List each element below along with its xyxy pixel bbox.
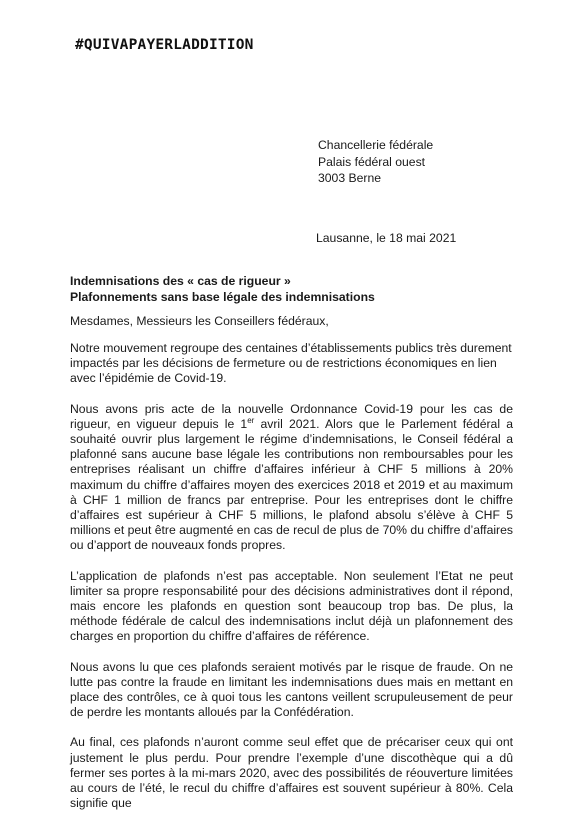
letter-subject <box>70 273 375 305</box>
ordinal-superscript: er <box>247 415 255 425</box>
salutation: Mesdames, Messieurs les Conseillers fédéraux, <box>70 314 329 328</box>
subject-line: Plafonnements sans base légale des indemnisations <box>70 290 375 304</box>
recipient-line: Chancellerie fédérale <box>318 138 434 152</box>
body-paragraph: Au final, ces plafonds n’auront comme seul effet que de précariser ceux qui ont justement le plus perdu. Pour prendre l’exemple d’une discothèque qui a dû fermer ses portes à la mi-mars 2020, avec des possibilités de réouverture limitées au cours de l’été, le recul du chiffre d’affaires est souvent supérieur à 80%. Cela signifie que <box>70 735 513 811</box>
recipient-line: 3003 Berne <box>318 171 382 185</box>
recipient-line: Palais fédéral ouest <box>318 154 426 169</box>
paragraph-text: avril 2021. Alors que le Parlement fédéral a souhaité ouvrir plus largement le régime d’indemnisations, le Conseil fédéral a plafonné sans aucune base légale les contributions non remboursables pour les entreprises réalisant un chiffre d’affaires inférieur à CHF 5 millions à 20% maximum du chiffre d’affaires moyen des exercices 2018 et 2019 et au maximum à CHF 1 million de francs par entreprise. Pour les entreprises dont le chiffre d’affaires est supérieur à CHF 5 millions, le plafond absolu s’élève à CHF 5 millions et peut être augmenté en cas de recul de plus de 70% du chiffre d’affaires ou d’apport de nouveaux fonds propres. <box>70 416 513 553</box>
campaign-hashtag: #QUIVAPAYERLADDITION <box>75 37 254 53</box>
recipient-address <box>318 137 433 187</box>
body-paragraph: Nous avons lu que ces plafonds seraient motivés par le risque de fraude. On ne lutte pas contre la fraude en limitant les indemnisations dues mais en mettant en place des contrôles, ce à quoi tous les cantons veillent scrupuleusement de peur de perdre les montants alloués par la Confédération. <box>70 659 513 720</box>
body-paragraph <box>70 402 513 554</box>
letter-body <box>70 341 513 826</box>
subject-line: Indemnisations des « cas de rigueur » <box>70 274 291 288</box>
body-paragraph: Notre mouvement regroupe des centaines d’établissements publics très durement impactés par les décisions de fermeture ou de restrictions économiques en lien avec l’épidémie de Covid-19. <box>70 341 512 386</box>
body-paragraph: L’application de plafonds n’est pas acceptable. Non seulement l’Etat ne peut limiter sa propre responsabilité pour des décisions administratives dont il répond, mais encore les plafonds en question sont beaucoup trop bas. De plus, la méthode fédérale de calcul des indemnisations inclut déjà un plafonnement des charges en proportion du chiffre d’affaires de référence. <box>70 568 513 644</box>
paragraph-text: Nous avons pris acte de la nouvelle Ordonnance Covid-19 pour les cas de rigueur, en vigueur depuis le 1 <box>70 401 513 431</box>
letter-date: Lausanne, le 18 mai 2021 <box>316 231 457 245</box>
